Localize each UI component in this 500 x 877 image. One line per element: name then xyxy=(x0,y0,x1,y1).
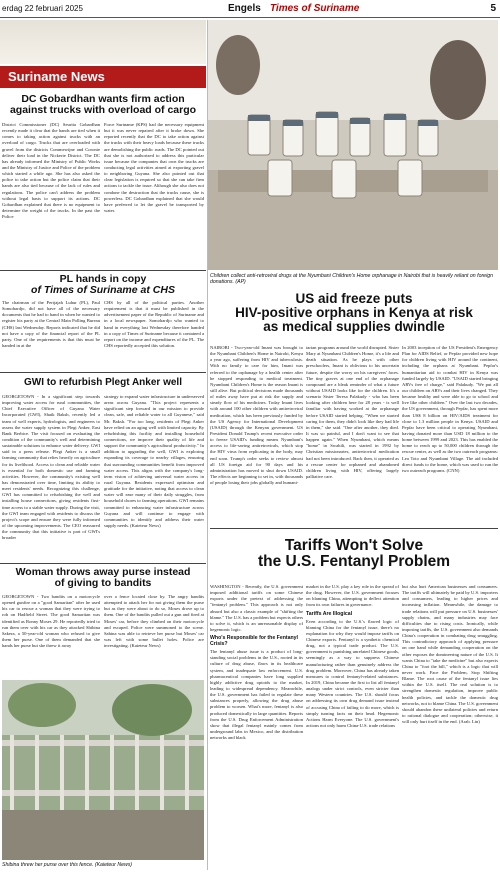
tariffs-headline xyxy=(210,538,498,571)
pl-col2: CHS by all of the political parties. Another requirement is that it must be published in the advertisement paper of the Republic of Suriname and in a local newspaper. Somohardjo who wanted to hand in everything last Wednesday therefore handed in a copy of Times of Suriname because it contained a report on the income and expenditures of the PL. The CHS reportedly accepted this solution. xyxy=(104,300,204,348)
pl-headline-line2: of Times of Suriname at CHS xyxy=(31,284,175,297)
kenya-photo xyxy=(208,20,498,270)
tariffs-col2-intro: market in the U.S. play a key role in the spread of the drug. However, the U.S. government focuses on blaming China, attempting to deflect attention from its own failures in governance. xyxy=(306,584,399,608)
divider xyxy=(0,372,206,373)
issue-date: erdag 22 februari 2025 xyxy=(2,4,83,13)
tariffs-col1-text: The fentanyl abuse issue is a product of long-standing social problems in the U.S., rooted in its culture of drug abuse, flaws in its healthcare system, and inadequate law enforcement. U.S. pharmaceutical companies have long supplied highly addictive drug opioids to the market, leading to widespread dependency. Meanwhile, the U.S. government has failed to regulate these substances properly, allowing the drug abuse problem to worsen. What's more, fentanyl is also produced domestically in large quantities. Reports from the U.S. Drug Enforcement Administration show that illegal fentanyl mainly comes from underground labs in Mexico, and the distribution networks and black xyxy=(210,649,303,741)
kenya-col2: tarian programs around the world disrupted. Sister Mary at Nyumbani Children's Home, it's a life and death situation. As he plays with other preschoolers, Imani is oblivious to his uncertain future, despite the worry on his caregivers' faces. The tiny graves at one end of the orphanage compound are a bleak reminder of what a future without USAID looks like for the children. It's a scenario Sister Teresa Palakudy - who has been looking after children here for 28 years - is well familiar with having worked at the orphanage before USAID started helping. "When we started caring for them, they didn't look like they had life in them," she said. "One after another, they died. It was so painful, and I don't want to see that happen again." When Nyumbani, which means "home" in Swahili, was started in 1992 by Christian missionaries, antiretroviral medication had not been introduced. Back then, it operated as a rescue center for orphaned and abandoned children living with HIV, offering largely palliative care. xyxy=(306,345,399,479)
tariffs-col2 xyxy=(306,584,399,864)
fence-photo xyxy=(2,680,204,860)
masthead-logo: Times of Suriname xyxy=(270,3,360,14)
gwi-col2: strategy to expand water infrastructure in underserved areas across Guyana. "This project represents a significant step forward in our mission to provide clean, safe, and reliable water to all Guyanese," said Mr. Baksh. "For too long, residents of Plegt Anker have relied on an aging well with limited capacity. By refurbishing this facility and installing household connections, we improve their quality of life and support the community's agricultural productivity." In addition to upgrading the well, GWI is exploring expanding its coverage to nearby villages, ensuring that surrounding communities benefit from improved water access. This aligns with the company's long-term vision of achieving universal water access in rural Guyana. Residents expressed optimism and gratitude for the initiative, noting that access to clean water will ease many of their daily struggles, from household chores to farming operations. GWI remains committed to enhancing water infrastructure across Guyana and will continue to engage with communities to identify and address their water supply needs. (Kaieteur News) xyxy=(104,394,204,528)
gobardhan-headline xyxy=(0,94,206,116)
page-header xyxy=(0,0,500,18)
fence-photo-caption: Shibina threw her purse over this fence. (Kaieteur News) xyxy=(2,862,133,868)
tariffs-headline-line2: the U.S. Fentanyl Problem xyxy=(257,553,451,571)
kenya-headline xyxy=(210,292,498,335)
column-divider xyxy=(207,20,208,870)
gobardhan-col2: Force Suriname (KPS) had the necessary equipment but it was never repaired after it broke down. She reported recently that the DC to take action against the trucks with their heavy loads because these trucks are demolishing the public roads. The DC pointed out that she is not authorized to address this particular issue because the companies that own the trucks are conducting legal activities aimed at exporting gravel to neighboring Guyana. She also pointed out that clear legislation is required so that she can take firm actions to tackle the issue. Although she also does not condone the destruction that the trucks cause, she is powerless. DC Gobardhan explained that she would have preferred to let the gravel be transported by water. xyxy=(104,122,204,213)
gobardhan-headline-line1: DC Gobardhan wants firm action xyxy=(21,93,185,105)
top-image-strip xyxy=(0,20,206,64)
robbery-headline-line1: Woman throws away purse instead xyxy=(15,566,191,578)
gobardhan-col1: District Commissioner (DC) Seurita Gobardhan recently made it clear that the hands are tied when it comes to taking action against trucks with an overload of cargo. Trucks that are overloaded with gravel from the districts Commewijne and Coronie deliver their load in the Nickerie District. The DC has already informed the Ministry of Public Works and the Ministry of Justice and Police of the problem which started a while ago. She has also asked the police to take action but the police claim that their hands are also tied because of the lack of rules and regulations. The police can't address the problem without legal basis to support its actions. DC Gobardhan explained that there is no equipment to determine the weight of the trucks. In the past the Police xyxy=(2,122,100,220)
gwi-headline: GWI to refurbish Plegt Anker well xyxy=(24,377,182,388)
pl-headline xyxy=(0,274,206,296)
pl-headline-line1: PL hands in copy xyxy=(59,273,147,285)
kenya-photo-caption: Children collect anti-retroviral drugs at the Nyumbani Children's Home orphanage in Nairobi that is heavily reliant on foreign donations. (AP) xyxy=(210,273,493,286)
orphanage-medicine-photo xyxy=(208,20,498,270)
page-number: 5 xyxy=(490,3,496,14)
robbery-col1: GEORGETOWN - Two bandits on a motorcycle opened gunfire on a "good Samaritan" after he used his car to rescue a woman that they were trying to rob on Hadfield Street. The good Samaritan was identified as Ronny Moses 29. He reportedly tried to run them over with his car as they attacked Shibina Sakera, a 50-year-old woman who refused to give them her purse. One of them demanded that she hands her purse but she threw it away xyxy=(2,594,100,649)
kenya-headline-line2: HIV-positive orphans in Kenya at risk xyxy=(235,305,473,321)
tariffs-subhead-illogical: Tariffs Are Illogical xyxy=(306,610,353,617)
robbery-headline xyxy=(0,567,206,589)
divider xyxy=(0,270,206,271)
pl-col1: The chairman of the Pertjajah Luhur (PL), Paul Somohardjo, did not have all of the necessary documents that he had to hand in when he wanted to register his party at the Central Main Polling Bureau (CHS) last Wednesday. Reports indicated that he did not have a copy of the financial report of the PL party. One of the requirements is that this must be handed in at the xyxy=(2,300,100,348)
edition-label: Engels xyxy=(228,3,261,14)
kenya-headline-line1: US aid freeze puts xyxy=(295,291,413,306)
tariffs-subhead-responsible: Who's Responsible for the Fentanyl Crisis? xyxy=(210,635,298,648)
tariffs-col1-intro: WASHINGTON - Recently, the U.S. government imposed additional tariffs on some Chinese exports under the pretext of addressing the "fentanyl problem." This approach is not only absurd but also a classic example of "shifting the blame." The U.S. has a problem but expects others to solve it, which is an unreasonable display of hegemonic logic. xyxy=(210,584,303,632)
robbery-col2: over a fence located close by. The angry bandits attempted to attack her for not giving them the purse but as they were about to do so, Moses drove up to them. One of the bandits pulled out a gun and fired at Moses' car, before they climbed on their motorcycle and escaped. Police were summoned to the scene. Sabina was able to retrieve her purse but Moses' car was left with some bullet holes. Police are investigating. (Kaieteur News) xyxy=(104,594,204,649)
tariffs-col2-text: Even according to the U.S.'s flawed logic of blaming China for the fentanyl issue, there's no explanation for why they would impose tariffs on Chinese exports. Fentanyl is a synthetic chemical drug, not a typical trade product. The U.S. government is punishing unrelated Chinese goods, seemingly as a way to suppress Chinese manufacturing rather than genuinely address the drug problem. Moreover, China has already taken measures to control fentanyl-related substances. In 2019, China became the first to list all fentanyl analogs under strict controls, even stricter than many Western countries. The U.S. should focus on addressing its own drug demand issue instead of accusing China of failing to do more, which is simply turning facts on their head. Hegemonic Actions Harm Everyone. The U.S. government's actions not only harm China-U.S. trade relations xyxy=(306,618,399,728)
kenya-col3: In 2003 inception of the US President's Emergency Plan for AIDS Relief, or Pepfar provided new hope for children living with HIV around the continent, including the orphans at Nyumbani. Pepfar's humanitarian aid to combat HIV in Kenya was funded largely by USAID. "USAID started bringing ARVs free of charge," said Palakudy. "We put all our children on ARVs and their lives changed. They became healthy and were able to go to school and live like other children." Over the last two decades, the US government, through Pepfar, has spent more than US$ 8 billion on HIV/AIDS treatment for close to 1.3 million people in Kenya. USAID and Pepfar have been critical to operating Nyumbani, having donated more than USD 18 million to the home between 1999 and 2023. This has enabled the home to reach up to 50,000 children through the rescue center, as well as the two outreach programs: Lea Toto and Nyumbani Village. The aid included direct funds to the home, which was used to run the two outreach programs. (CNN) xyxy=(402,345,498,473)
tariffs-headline-line1: Tariffs Won't Solve xyxy=(284,537,424,554)
fence-street-photo xyxy=(2,680,204,860)
kenya-headline-line3: as medical supplies dwindle xyxy=(263,319,445,335)
robbery-headline-line2: of giving to bandits xyxy=(54,577,152,590)
divider xyxy=(210,528,498,529)
kenya-col1: NAIROBI - Two-year-old Imani was brought to the Nyumbani Children's Home in Nairobi, Kenya a year ago, suffering from HIV and tuberculosis. With no family to care for him, Imani was referred to the orphanage by a health center after he stopped responding to medical treatment. Nyumbani Children's Home is the reason Imani is still alive. But political decisions made thousands of miles away have put at risk the supply and steady flow of his medicines. Today Imani lives with around 100 other children with antiretroviral medication, which has been previously funded by the US Agency for International Development (USAID) through the Kenyan government. US President Donald Trump's recent executive order to freeze USAID's funding means Nyumbani's access to life-saving antiretrovirals, which stop the HIV virus from replicating in the body, may end soon. Trump's order seeks to review almost all US foreign aid for 90 days and his administration has moved to shut down USAID. The effects are beginning to set in, with thousands of people losing their jobs globally and humani- xyxy=(210,345,303,486)
section-banner: Suriname News xyxy=(0,66,206,88)
divider xyxy=(0,563,206,564)
gwi-col1: GEORGETOWN - In a significant step towards improving water access for rural communities, the Chief Executive Officer of Guyana Water Incorporated (GWI), Shaik Baksh, recently led a team of well experts, hydrologists, and engineers to assess the water supply system in Plegt Anker, East Bank Berbice. The visit focused on evaluating the condition of the community's well and determining sustainable solutions to enhance water delivery. GWI said in a press release. Plegt Anker is a small farming community that relies heavily on agriculture for its livelihood. Access to clean and reliable water is essential for both domestic use and farming activities. However, the community's existing well has demonstrated over time, limiting its ability to meet residents' needs. Recognizing this challenge, GWI has committed to refurbishing the well and installing house connections, giving residents first-time access to a stable water supply. During the visit, the GWI team engaged with residents to discuss the project's scope and ensure they were fully informed of the upcoming improvements. The CEO reassured the community that this initiative is part of GWI's broader xyxy=(2,394,100,541)
tariffs-col3: but also hurt American businesses and consumers. The tariffs will ultimately be paid by U.S. importers and consumers, leading to higher prices and increasing inflation. Meanwhile, the damage to trade relations will put pressure on U.S. businesses' supply chains, and many industries may face difficulties due to rising costs. Ironically, while imposing tariffs, the U.S. government also demands China's cooperation in combating drug smuggling. This contradictory approach of applying pressure on one hand while demanding cooperation on the other exposes the domineering nature of the U.S. It wants China to "take the medicine" but also expects China to "foot the bill," which is a logic that will never work. Face the Problem, Stop Shifting Blame. The root cause of the fentanyl issue lies within the U.S. itself. The real solution is to strengthen domestic regulation, improve public health policies, and tackle the domestic drug networks, not to blame China. The U.S. government should abandon these unilateral policies and return to rational dialogue and cooperation; otherwise, it will only hurt itself in the end. (Arab. Lin) xyxy=(402,584,498,725)
tariffs-col1 xyxy=(210,584,303,864)
gobardhan-headline-line2: against trucks with overload of cargo xyxy=(9,104,197,117)
